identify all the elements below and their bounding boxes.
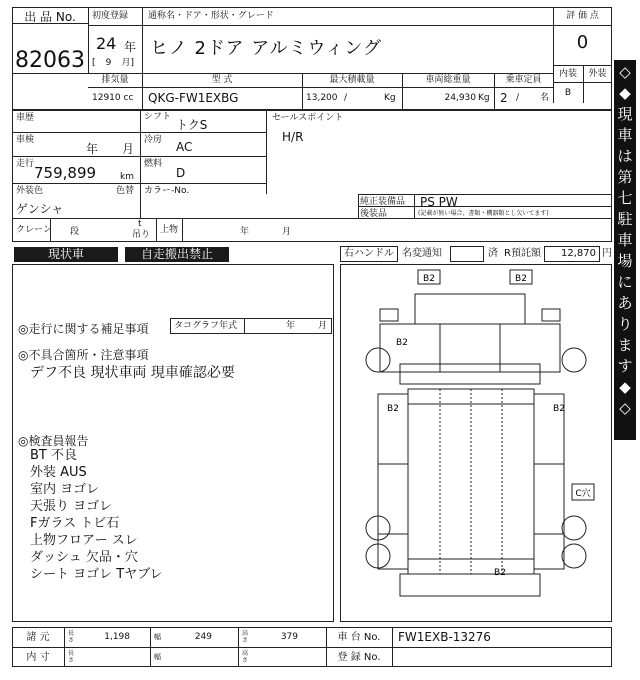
inner-dims-label: 内 寸 [26,652,50,663]
type-label: 型 式 [211,75,233,85]
cab-front [400,364,540,384]
inspection-month-unit: 月 [122,142,135,156]
divider [140,110,141,218]
history-frame [12,110,612,242]
upper-label: 上物 [160,225,179,235]
lot-label: 出 品 No. [24,10,76,24]
divider [64,627,65,667]
sales-point-label: セールスポイント [272,113,344,123]
color-label: 外装色 [16,186,44,196]
banner-char: ◆ [619,378,631,396]
wheel [366,348,390,372]
exterior-label: 外装 [588,69,607,79]
ac-label: 冷房 [144,135,163,145]
report-item: Fガラス トビ石 [30,516,120,531]
type-value: QKG-FW1EXBG [148,91,239,105]
cab-body [380,324,560,372]
aftermarket-label: 後装品 [360,209,388,219]
wheel [562,516,586,540]
divider [156,218,157,242]
gross-weight-value: 24,930 [444,93,476,103]
banner-char: 第 [617,168,633,186]
inspection-year-unit: 年 [86,142,99,156]
divider [88,87,553,88]
equipment-value: PS PW [420,195,458,209]
mirror-right [542,309,560,321]
gross-weight-label: 車両総重量 [425,75,471,85]
history-label: 車歴 [16,113,35,123]
mileage-value: 759,899 [34,164,97,182]
displacement-number: 12910 [92,93,121,103]
month-bracket: [ 9 月] [92,58,135,68]
divider [12,156,266,157]
max-load-unit: Kg [384,93,396,103]
r-deposit-value: 12,870 [544,246,600,262]
capacity-value: 2 [500,91,508,105]
divider [88,25,553,26]
interior-label: 内装 [558,69,577,79]
banner-char: は [617,147,633,165]
length-label: 長さ [68,630,75,644]
side-panel-left [378,394,408,569]
divider [302,73,303,110]
color-change-label: 色替 [116,186,135,196]
height-label: 高さ [242,630,249,644]
chassis-label: 車 台 No. [337,632,381,643]
color-no-label: カラー-No. [144,186,190,196]
divider [142,7,143,25]
divider [12,132,266,133]
crane-stage-unit: 段 [70,227,80,237]
slash: / [344,93,348,103]
driving-notes-title: ◎走行に関する補足事項 [18,322,149,336]
grade-value: 0 [576,32,589,53]
grade-label: 評 価 点 [566,11,599,21]
divider [358,194,612,195]
inspection-label: 車検 [16,135,35,145]
model-name: ヒノ 2ドア アルミウィング [150,38,383,59]
width-value: 249 [194,632,212,642]
mileage-label: 走行 [16,159,35,169]
displacement-unit: cc [123,93,134,103]
divider [150,627,151,667]
banner-char: あ [617,294,633,312]
dims-label: 諸 元 [26,632,50,643]
divider [238,627,239,667]
interior-grade: B [564,88,572,98]
capacity-label: 乗車定員 [505,75,542,85]
divider [402,73,403,110]
shift-value: トクS [176,118,208,132]
displacement-value [92,93,133,104]
report-item: 上物フロアー スレ [30,533,138,548]
year-unit: 年 [124,40,137,54]
equipment-label: 純正装備品 [360,197,406,207]
shift-label: シフト [144,112,172,122]
name-change-label: 名変通知 [402,248,442,259]
divider [50,218,51,242]
side-panel-right [534,394,564,569]
divider [244,318,245,334]
defect-title: ◎不具合箇所・注意事項 [18,348,149,362]
first-reg-year: 24 [96,34,117,53]
wheel [562,544,586,568]
damage-mark: B2 [396,338,408,348]
rhd-box: 右ハンドル [340,246,398,262]
banner-char: り [617,315,633,333]
inspector-report-list [30,447,163,583]
report-item: ダッシュ 欠品・穴 [30,550,138,565]
banner-char: ◇ [619,63,631,81]
model-label: 通称名・ドア・形状・グレード [148,11,274,21]
divider [583,65,584,103]
truck-diagram [340,264,612,622]
color-value: ゲンシャ [16,202,64,216]
report-item: 天張り ヨゴレ [30,499,113,514]
inner-width-label: 幅 [154,653,161,661]
crane-hook-label: 吊り [132,230,151,240]
defect-text: デフ不良 現状車両 現車確認必要 [30,365,235,381]
slash: / [516,93,520,103]
upper-year-unit: 年 [240,227,250,237]
aftermarket-note: (記載が無い場合、書類・機器類とし欠いてます) [418,210,549,217]
mirror-left [380,309,398,321]
damage-mark: B2 [494,568,506,578]
gross-weight-unit: Kg [478,93,490,103]
no-self-drive-badge: 自走搬出禁止 [125,247,229,262]
ac-value: AC [176,140,193,154]
capacity-unit: 名 [540,93,550,103]
report-item: BT 不良 [30,448,77,463]
divider [12,183,266,184]
divider [266,110,267,194]
banner-char: 車 [617,231,633,249]
divider [553,25,612,26]
fuel-value: D [176,166,186,180]
current-vehicle-badge: 現状車 [14,247,118,262]
report-item: 室内 ヨゴレ [30,482,100,497]
banner-char: 車 [617,126,633,144]
max-load-value: 13,200 [306,93,338,103]
report-item: シート ヨゴレ Tヤブレ [30,567,163,582]
crane-ton-unit: t [138,219,142,229]
damage-mark: B2 [387,404,399,414]
inner-length-label: 長さ [68,650,75,664]
divider [12,218,612,219]
divider [142,25,143,73]
cab-roof [415,294,525,324]
first-reg-label: 初度登録 [92,11,129,21]
divider [12,73,553,74]
tachograph-year-unit: 年 [286,321,296,331]
sales-point-value: H/R [282,130,304,144]
width-label: 幅 [154,633,161,641]
registration-label: 登 録 No. [337,652,381,663]
divider [494,73,495,110]
height-value: 379 [280,632,298,642]
banner-char: ◇ [619,399,631,417]
tachograph-label: タコグラフ年式 [174,321,238,331]
divider [88,7,89,73]
damage-mark: C穴 [575,489,591,499]
divider [182,218,183,242]
divider [392,627,393,667]
max-load-label: 最大積載量 [329,75,375,85]
damage-mark: B2 [423,274,435,284]
r-deposit-unit: 円 [602,248,612,259]
r-deposit-label: R預託額 [504,248,541,259]
upper-month-unit: 月 [282,227,292,237]
divider [553,82,612,83]
parking-location-banner [614,60,636,440]
divider [12,647,612,648]
chassis-value: FW1EXB-13276 [398,630,491,644]
banner-char: 場 [617,252,633,270]
damage-mark: B2 [515,274,527,284]
damage-mark: B2 [553,404,565,414]
inner-height-label: 高さ [242,650,249,664]
mileage-unit: km [120,172,134,182]
banner-char: 現 [617,105,633,123]
divider [142,73,143,110]
length-value: 1,198 [104,632,130,642]
banner-char: す [617,357,633,375]
name-change-box [450,246,484,262]
banner-char: ま [617,336,633,354]
report-item: 外装 AUS [30,465,87,480]
banner-char: 七 [617,189,633,207]
divider [12,23,88,24]
tax-paid-label: 済 [488,248,498,259]
tachograph-month-unit: 月 [318,321,328,331]
inspector-report-title: ◎検査員報告 [18,434,89,448]
banner-char: に [617,273,633,291]
lot-number: 82063 [15,48,85,73]
fuel-label: 燃料 [144,159,163,169]
month-unit: 月 [121,58,131,68]
banner-char: ◆ [619,84,631,102]
displacement-label: 排気量 [101,75,129,85]
rear-panel [400,574,540,596]
crane-label: クレーン [16,225,52,235]
first-reg-month: 9 [105,58,112,68]
wheel [562,348,586,372]
banner-char: 駐 [617,210,633,228]
